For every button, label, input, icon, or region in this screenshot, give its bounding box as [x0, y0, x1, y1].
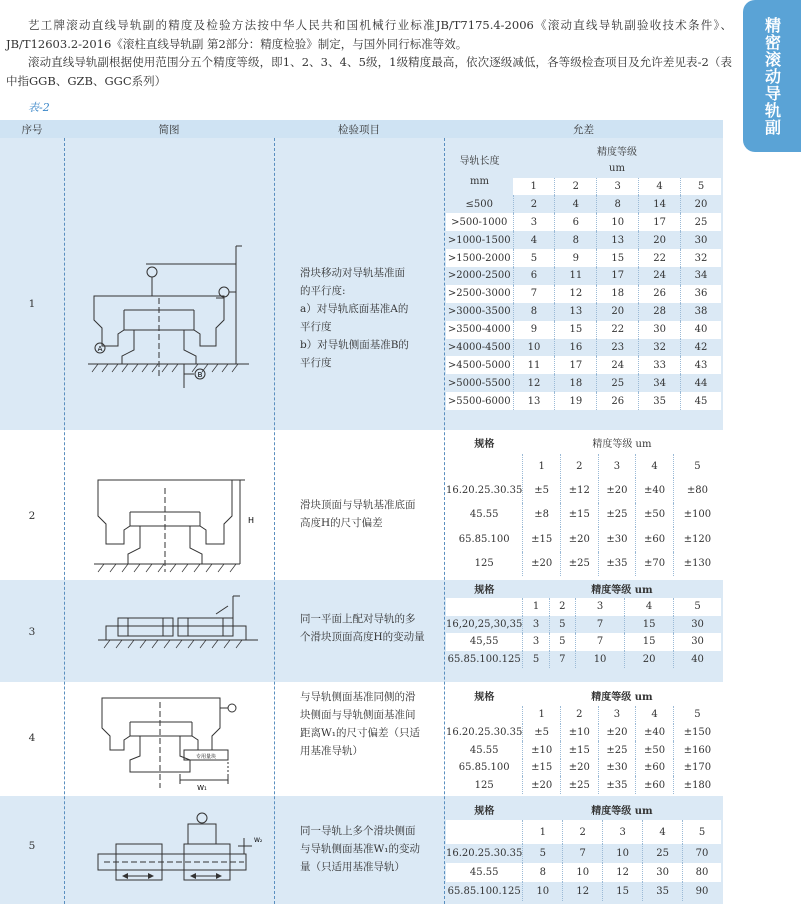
- tolerance-cell: 26: [639, 285, 681, 303]
- grade-4: 4: [636, 706, 674, 724]
- spec-cell: >4500-5000: [446, 356, 513, 374]
- column-divider: [64, 138, 65, 904]
- tolerance-row: [446, 249, 721, 267]
- tolerance-row: [446, 527, 721, 552]
- spec-cell: 65.85.100: [458, 533, 510, 545]
- side-tab-label: 精密滚动导轨副: [762, 16, 782, 136]
- tolerance-row: [446, 741, 721, 759]
- header-seq: 序号: [21, 124, 43, 136]
- row-index: 3: [28, 626, 36, 638]
- desc-line: 距离W₁的尺寸偏差（只适: [300, 727, 421, 739]
- tolerance-cell: ±20: [598, 478, 636, 503]
- tolerance-row: [446, 392, 721, 410]
- desc-line: a）对导轨底面基准A的: [300, 303, 409, 315]
- tolerance-row: [446, 195, 721, 213]
- grade-4: 4: [625, 598, 674, 616]
- spec-cell: 125: [446, 552, 523, 577]
- grade-header: 精度等级 um: [591, 585, 653, 597]
- desc-line: 高度H的尺寸偏差: [300, 517, 383, 529]
- multi-slider-diagram: [98, 592, 268, 652]
- intro-paragraph-2: 滚动直线导轨副根据使用范围分五个精度等级，即1、2、3、4、5级，1级精度最高，依次逐级减低，各等级检查项目及允许差见表-2（表中指GGB、GZB、GGC系列）: [6, 55, 732, 88]
- grade-4: 4: [643, 820, 683, 844]
- spec-cell: 65.85.100: [458, 762, 510, 774]
- grade-3: 3: [597, 178, 639, 196]
- grade-1: 1: [523, 598, 549, 616]
- tolerance-row: [446, 882, 721, 901]
- side-tab: [743, 0, 801, 152]
- tolerance-cell: 10: [597, 213, 639, 231]
- tolerance-cell: 6: [513, 267, 555, 285]
- grade-2: 2: [563, 820, 603, 844]
- tolerance-cell: ±100: [673, 503, 721, 528]
- tolerance-cell: 6: [555, 213, 597, 231]
- spec-cell: 45,55: [446, 633, 523, 651]
- tolerance-cell: 8: [597, 195, 639, 213]
- tolerance-cell: 34: [681, 267, 721, 285]
- tolerance-cell: 30: [681, 231, 721, 249]
- header-diagram: 简图: [158, 124, 180, 136]
- spec-cell: >3500-4000: [446, 321, 513, 339]
- spec-blank: [446, 820, 523, 844]
- tolerance-row: [446, 759, 721, 777]
- tolerance-cell: 10: [523, 882, 563, 901]
- tolerance-row: [446, 339, 721, 357]
- tolerance-row: [446, 321, 721, 339]
- tolerance-cell: 13: [555, 303, 597, 321]
- tolerance-table-1-body: [446, 195, 721, 410]
- spec-blank: [446, 706, 523, 724]
- tolerance-cell: 10: [576, 651, 625, 669]
- tolerance-cell: 17: [639, 213, 681, 231]
- spec-header: 规格: [474, 691, 495, 703]
- spec-cell: >1500-2000: [446, 249, 513, 267]
- desc-line: 的平行度:: [300, 285, 346, 297]
- tolerance-cell: 8: [555, 231, 597, 249]
- tolerance-cell: 12: [513, 374, 555, 392]
- height-label: H: [248, 516, 255, 525]
- tolerance-cell: 22: [597, 321, 639, 339]
- figure-height: [90, 468, 260, 576]
- desc-line: 量（只适用基准导轨）: [300, 861, 405, 873]
- tolerance-table-3: [446, 580, 721, 668]
- spec-cell: 16.20.25.30.35: [446, 848, 523, 859]
- grade-3: 3: [576, 598, 625, 616]
- tolerance-cell: 7: [576, 633, 625, 651]
- tolerance-table-4: [446, 684, 721, 794]
- tolerance-cell: 11: [513, 356, 555, 374]
- parallelism-diagram: [84, 238, 264, 388]
- tolerance-row: [446, 267, 721, 285]
- tolerance-cell: 35: [639, 392, 681, 410]
- table-row-1: [0, 138, 723, 430]
- tolerance-cell: ±60: [636, 776, 674, 794]
- tolerance-cell: ±25: [598, 503, 636, 528]
- tolerance-cell: ±15: [560, 503, 598, 528]
- row-index: 2: [28, 510, 36, 522]
- desc-line: 与导轨侧面基准W₁的变动: [300, 843, 421, 855]
- column-divider: [444, 138, 445, 904]
- length-unit: mm: [470, 176, 489, 187]
- tolerance-cell: 5: [513, 249, 555, 267]
- tolerance-cell: 15: [625, 616, 674, 634]
- desc-line: 同一平面上配对导轨的多: [300, 613, 416, 625]
- header-tolerance: 允差: [573, 124, 594, 136]
- tolerance-cell: 32: [681, 249, 721, 267]
- grade-4: 4: [636, 454, 674, 478]
- grade-2: 2: [555, 178, 597, 196]
- tolerance-cell: 14: [639, 195, 681, 213]
- tolerance-cell: ±20: [598, 724, 636, 742]
- tolerance-cell: 30: [639, 321, 681, 339]
- tolerance-cell: ±10: [560, 724, 598, 742]
- tolerance-cell: 23: [597, 339, 639, 357]
- tolerance-cell: 2: [513, 195, 555, 213]
- tolerance-cell: 25: [597, 374, 639, 392]
- table-row-3: [0, 580, 723, 682]
- tolerance-table-3-body: [446, 616, 721, 669]
- tolerance-cell: ±80: [673, 478, 721, 503]
- tolerance-cell: 9: [513, 321, 555, 339]
- desc-line: 个滑块顶面高度H的变动量: [300, 631, 425, 643]
- tolerance-cell: 20: [625, 651, 674, 669]
- tolerance-cell: 8: [523, 863, 563, 882]
- desc-line: 块侧面与导轨侧面基准间: [300, 709, 416, 721]
- tolerance-cell: 18: [555, 374, 597, 392]
- tolerance-row: [446, 213, 721, 231]
- tolerance-row: [446, 374, 721, 392]
- table-row-2: [0, 430, 723, 580]
- spec-header: 规格: [474, 805, 495, 817]
- tolerance-row: [446, 303, 721, 321]
- tolerance-cell: 7: [563, 844, 603, 863]
- tolerance-cell: 80: [683, 863, 721, 882]
- desc-line: 滑块顶面与导轨基准底面: [300, 499, 416, 511]
- tolerance-cell: ±60: [636, 759, 674, 777]
- tolerance-cell: ±8: [523, 503, 561, 528]
- tolerance-cell: 20: [639, 231, 681, 249]
- tolerance-row: [446, 356, 721, 374]
- tolerance-cell: 42: [681, 339, 721, 357]
- grade-2: 2: [560, 706, 598, 724]
- tolerance-cell: 9: [555, 249, 597, 267]
- tolerance-row: [446, 863, 721, 882]
- tolerance-cell: ±50: [636, 503, 674, 528]
- tolerance-row: [446, 633, 721, 651]
- tolerance-cell: 5: [523, 844, 563, 863]
- tolerance-row: [446, 503, 721, 528]
- row-index: 5: [28, 840, 36, 852]
- spec-cell: >2000-2500: [447, 270, 511, 282]
- tolerance-cell: 3: [513, 213, 555, 231]
- tolerance-cell: 12: [555, 285, 597, 303]
- desc-line: 用基准导轨）: [300, 745, 363, 757]
- row-description: [300, 496, 440, 532]
- tolerance-cell: 15: [625, 633, 674, 651]
- grade-1: 1: [523, 706, 561, 724]
- tolerance-cell: 8: [513, 303, 555, 321]
- tolerance-cell: 19: [555, 392, 597, 410]
- table-row-4: [0, 682, 723, 796]
- tolerance-cell: 17: [555, 356, 597, 374]
- datum-a-label: A: [97, 345, 103, 353]
- grade-5: 5: [673, 706, 721, 724]
- unit-header: um: [609, 163, 625, 175]
- tolerance-cell: 4: [555, 195, 597, 213]
- grade-1: 1: [513, 178, 555, 196]
- tolerance-cell: ±160: [673, 741, 721, 759]
- spec-cell: >500-1000: [446, 213, 513, 231]
- tolerance-cell: ±25: [598, 741, 636, 759]
- tolerance-table-1: [446, 142, 721, 410]
- spec-cell: 45.55: [446, 503, 523, 528]
- tolerance-cell: 45: [681, 392, 721, 410]
- tolerance-cell: 7: [576, 616, 625, 634]
- tolerance-cell: 7: [549, 651, 575, 669]
- tolerance-cell: 5: [549, 633, 575, 651]
- tolerance-cell: ±40: [636, 724, 674, 742]
- grade-header: 精度等级 um: [591, 805, 653, 817]
- tolerance-cell: ±20: [560, 759, 598, 777]
- w1-label: W₁: [197, 784, 207, 792]
- tolerance-cell: 7: [513, 285, 555, 303]
- tolerance-cell: 33: [639, 356, 681, 374]
- gauge-block-label: 专用量块: [195, 754, 217, 760]
- tolerance-cell: 15: [603, 882, 643, 901]
- tolerance-cell: ±12: [560, 478, 598, 503]
- tolerance-cell: 10: [603, 844, 643, 863]
- tolerance-cell: 44: [681, 374, 721, 392]
- tolerance-cell: ±5: [523, 478, 561, 503]
- intro-paragraph-1: 艺工牌滚动直线导轨副的精度及检验方法按中华人民共和国机械行业标准JB/T7175.4-2006《滚动直线导轨副验收技术条件》、JB/T12603.2-2016《滚柱直线导轨副 第2部分：精度检验》制定，与国外同行标准等效。: [6, 18, 732, 51]
- desc-line: b）对导轨侧面基准B的: [300, 339, 409, 351]
- tolerance-cell: 13: [597, 231, 639, 249]
- tolerance-cell: 35: [643, 882, 683, 901]
- tolerance-cell: ±30: [598, 527, 636, 552]
- spec-cell: 16.20.25.30.35: [446, 727, 523, 739]
- tolerance-cell: 25: [681, 213, 721, 231]
- tolerance-cell: 16: [555, 339, 597, 357]
- spec-cell: >1000-1500: [447, 234, 511, 246]
- tolerance-cell: 25: [643, 844, 683, 863]
- tolerance-cell: ±20: [523, 776, 561, 794]
- tolerance-cell: 90: [683, 882, 721, 901]
- figure-parallelism: [84, 238, 264, 388]
- height-diagram: [90, 468, 260, 576]
- grade-2: 2: [549, 598, 575, 616]
- tolerance-cell: 15: [597, 249, 639, 267]
- tolerance-cell: 20: [597, 303, 639, 321]
- tolerance-cell: ±5: [523, 724, 561, 742]
- tolerance-cell: 12: [563, 882, 603, 901]
- tolerance-row: [446, 724, 721, 742]
- tolerance-row: [446, 651, 721, 669]
- tolerance-cell: ±25: [560, 552, 598, 577]
- desc-line: 平行度: [300, 357, 332, 369]
- tolerance-cell: ±130: [673, 552, 721, 577]
- column-divider: [274, 138, 275, 904]
- spec-cell: >2500-3000: [446, 285, 513, 303]
- tolerance-cell: 15: [555, 321, 597, 339]
- tolerance-row: [446, 231, 721, 249]
- tolerance-cell: ±120: [673, 527, 721, 552]
- tolerance-row: [446, 844, 721, 863]
- tolerance-table-4-body: [446, 724, 721, 794]
- grade-2: 2: [560, 454, 598, 478]
- spec-cell: 16,20,25,30,35: [446, 618, 523, 630]
- tolerance-cell: 30: [674, 616, 721, 634]
- w1-diagram: [92, 688, 252, 792]
- desc-line: 滑块移动对导轨基准面: [300, 267, 405, 279]
- spec-blank: [446, 454, 523, 478]
- datum-b-label: B: [197, 371, 203, 379]
- row-description: [300, 822, 440, 876]
- tolerance-cell: ±20: [560, 527, 598, 552]
- tolerance-cell: ±15: [523, 527, 561, 552]
- tolerance-cell: 43: [681, 356, 721, 374]
- intro-text: [6, 16, 732, 90]
- tolerance-cell: ±20: [523, 552, 561, 577]
- tolerance-cell: ±15: [523, 759, 561, 777]
- tolerance-cell: 12: [603, 863, 643, 882]
- tolerance-row: [446, 478, 721, 503]
- grade-5: 5: [673, 454, 721, 478]
- spec-cell: 125: [446, 776, 523, 794]
- grade-1: 1: [523, 454, 561, 478]
- tolerance-row: [446, 285, 721, 303]
- tolerance-cell: ±170: [673, 759, 721, 777]
- tolerance-cell: 30: [643, 863, 683, 882]
- row-index: 4: [28, 732, 36, 744]
- spec-cell: 16.20.25.30.35: [446, 484, 523, 496]
- desc-line: 平行度: [300, 321, 332, 333]
- spec-header: 规格: [474, 585, 495, 597]
- table-caption: 表-2: [28, 101, 50, 114]
- spec-cell: 45.55: [446, 741, 523, 759]
- tolerance-cell: ±40: [636, 478, 674, 503]
- tolerance-cell: 34: [639, 374, 681, 392]
- grade-header: 精度等级 um: [591, 691, 653, 703]
- tolerance-cell: ±70: [636, 552, 674, 577]
- tolerance-cell: 30: [674, 633, 721, 651]
- tolerance-cell: 28: [639, 303, 681, 321]
- tolerance-row: [446, 776, 721, 794]
- grade-4: 4: [639, 178, 681, 196]
- tolerance-table-5-body: [446, 844, 721, 901]
- grade-3: 3: [598, 454, 636, 478]
- tolerance-cell: ±15: [560, 741, 598, 759]
- tolerance-cell: ±35: [598, 552, 636, 577]
- grade-5: 5: [674, 598, 721, 616]
- tolerance-cell: ±150: [673, 724, 721, 742]
- row-description: [300, 610, 440, 646]
- tolerance-cell: 5: [549, 616, 575, 634]
- table-header: [0, 120, 723, 138]
- tolerance-cell: ±10: [523, 741, 561, 759]
- tolerance-cell: 10: [563, 863, 603, 882]
- tolerance-table-2: [446, 430, 721, 576]
- tolerance-cell: ±50: [636, 741, 674, 759]
- desc-line: 同一导轨上多个滑块侧面: [300, 825, 416, 837]
- tolerance-cell: 5: [523, 651, 549, 669]
- tolerance-cell: 40: [681, 321, 721, 339]
- tolerance-cell: 13: [513, 392, 555, 410]
- row-description: [300, 688, 440, 760]
- spec-header: 规格: [474, 438, 495, 450]
- tolerance-cell: 26: [597, 392, 639, 410]
- w2-diagram: [94, 810, 266, 894]
- length-label: 导轨长度: [459, 156, 500, 167]
- figure-w1: [92, 688, 252, 792]
- spec-cell: >5500-6000: [446, 392, 513, 410]
- spec-cell: 65.85.100.125: [447, 886, 521, 897]
- header-item: 检验项目: [338, 124, 380, 136]
- spec-blank: [446, 598, 523, 616]
- tolerance-cell: 22: [639, 249, 681, 267]
- tolerance-cell: 70: [683, 844, 721, 863]
- grade-3: 3: [603, 820, 643, 844]
- grade-5: 5: [681, 178, 721, 196]
- spec-cell: >3000-3500: [447, 306, 511, 318]
- tolerance-cell: 36: [681, 285, 721, 303]
- spec-cell: >5000-5500: [447, 377, 511, 389]
- desc-line: 与导轨侧面基准同侧的滑: [300, 691, 416, 703]
- grade-1: 1: [523, 820, 563, 844]
- tolerance-row: [446, 552, 721, 577]
- tolerance-cell: 40: [674, 651, 721, 669]
- tolerance-table-5: [446, 798, 721, 901]
- tolerance-cell: 24: [639, 267, 681, 285]
- tolerance-cell: ±60: [636, 527, 674, 552]
- tolerance-table-2-body: [446, 478, 721, 576]
- tolerance-row: [446, 616, 721, 634]
- tolerance-cell: ±180: [673, 776, 721, 794]
- spec-cell: 45.55: [446, 863, 523, 882]
- figure-w2: [94, 810, 266, 894]
- tolerance-cell: 10: [513, 339, 555, 357]
- length-header: [446, 142, 513, 195]
- tolerance-cell: ±30: [598, 759, 636, 777]
- tolerance-cell: 3: [523, 616, 549, 634]
- tolerance-cell: 24: [597, 356, 639, 374]
- spec-cell: 65.85.100.125: [447, 653, 521, 665]
- row-index: 1: [28, 298, 36, 310]
- row-description: [300, 264, 440, 372]
- grade-header: 精度等级: [597, 147, 637, 159]
- tolerance-cell: ±35: [598, 776, 636, 794]
- tolerance-cell: 38: [681, 303, 721, 321]
- tolerance-cell: 4: [513, 231, 555, 249]
- tolerance-cell: 32: [639, 339, 681, 357]
- table-row-5: [0, 796, 723, 904]
- spec-cell: ≤500: [465, 198, 493, 210]
- w2-label: W₂: [254, 837, 263, 844]
- grade-header: 精度等级 um: [592, 438, 652, 450]
- tolerance-cell: 18: [597, 285, 639, 303]
- spec-cell: >4000-4500: [447, 341, 511, 353]
- tolerance-cell: ±25: [560, 776, 598, 794]
- tolerance-cell: 17: [597, 267, 639, 285]
- tolerance-cell: 20: [681, 195, 721, 213]
- tolerance-cell: 3: [523, 633, 549, 651]
- tolerance-cell: 11: [555, 267, 597, 285]
- grade-3: 3: [598, 706, 636, 724]
- figure-multi-slider: [98, 592, 268, 652]
- grade-5: 5: [683, 820, 721, 844]
